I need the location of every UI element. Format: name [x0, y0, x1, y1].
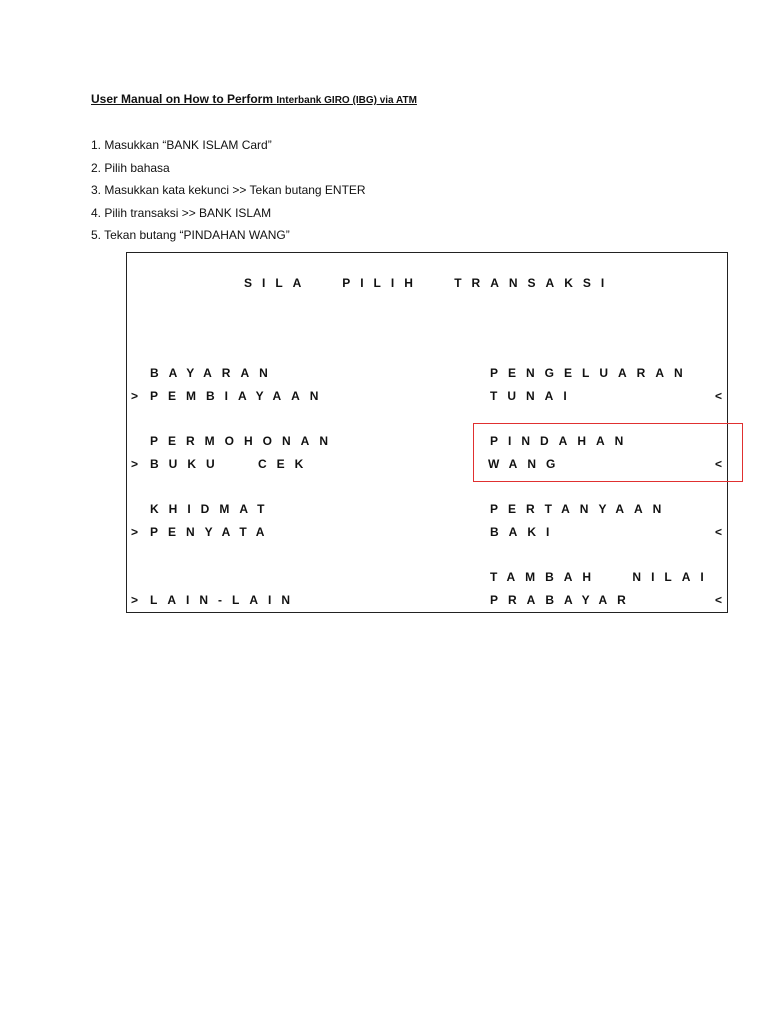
left-arrow-4[interactable]: >	[131, 593, 139, 607]
right-arrow-2[interactable]: <	[715, 457, 723, 471]
left-arrow-3[interactable]: >	[131, 525, 139, 539]
option-lain-lain[interactable]: LAIN-LAIN	[150, 593, 300, 607]
step-2: 2. Pilih bahasa	[91, 160, 170, 175]
step-3: 3. Masukkan kata kekunci >> Tekan butang ENTER	[91, 183, 366, 197]
title-main: User Manual on How to Perform	[91, 92, 277, 106]
step-4: 4. Pilih transaksi >> BANK ISLAM	[91, 205, 272, 220]
option-pertanyaan-line2[interactable]: BAKI	[490, 525, 560, 539]
document-title	[91, 92, 417, 106]
left-arrow-2[interactable]: >	[131, 457, 139, 471]
option-permohonan-line2[interactable]: BUKU CEK	[150, 457, 314, 471]
option-khidmat-line2[interactable]: PENYATA	[150, 525, 275, 539]
option-pertanyaan-line1: PERTANYAAN	[490, 502, 672, 516]
right-arrow-3[interactable]: <	[715, 525, 723, 539]
right-arrow-4[interactable]: <	[715, 593, 723, 607]
atm-screen-title: SILA PILIH TRANSAKSI	[244, 276, 615, 290]
option-permohonan-line1: PERMOHONAN	[150, 434, 339, 448]
option-pindahan-line2[interactable]: WANG	[488, 457, 566, 471]
step-1: 1. Masukkan “BANK ISLAM Card”	[91, 138, 272, 152]
title-small: Interbank GIRO (IBG) via ATM	[276, 95, 417, 106]
option-tambah-nilai-line1: TAMBAH NILAI	[490, 570, 714, 584]
option-pindahan-line1: PINDAHAN	[490, 434, 634, 448]
option-pengeluaran-line1: PENGELUARAN	[490, 366, 693, 380]
option-bayaran-line1: BAYARAN	[150, 366, 278, 380]
instruction-steps	[91, 137, 366, 250]
option-bayaran-line2[interactable]: PEMBIAYAAN	[150, 389, 329, 403]
option-khidmat-line1: KHIDMAT	[150, 502, 275, 516]
option-tambah-nilai-line2[interactable]: PRABAYAR	[490, 593, 636, 607]
left-arrow-1[interactable]: >	[131, 389, 139, 403]
step-5: 5. Tekan butang “PINDAHAN WANG”	[91, 228, 290, 242]
right-arrow-1[interactable]: <	[715, 389, 723, 403]
pindahan-wang-highlight-box	[473, 423, 743, 482]
option-pengeluaran-line2[interactable]: TUNAI	[490, 389, 577, 403]
